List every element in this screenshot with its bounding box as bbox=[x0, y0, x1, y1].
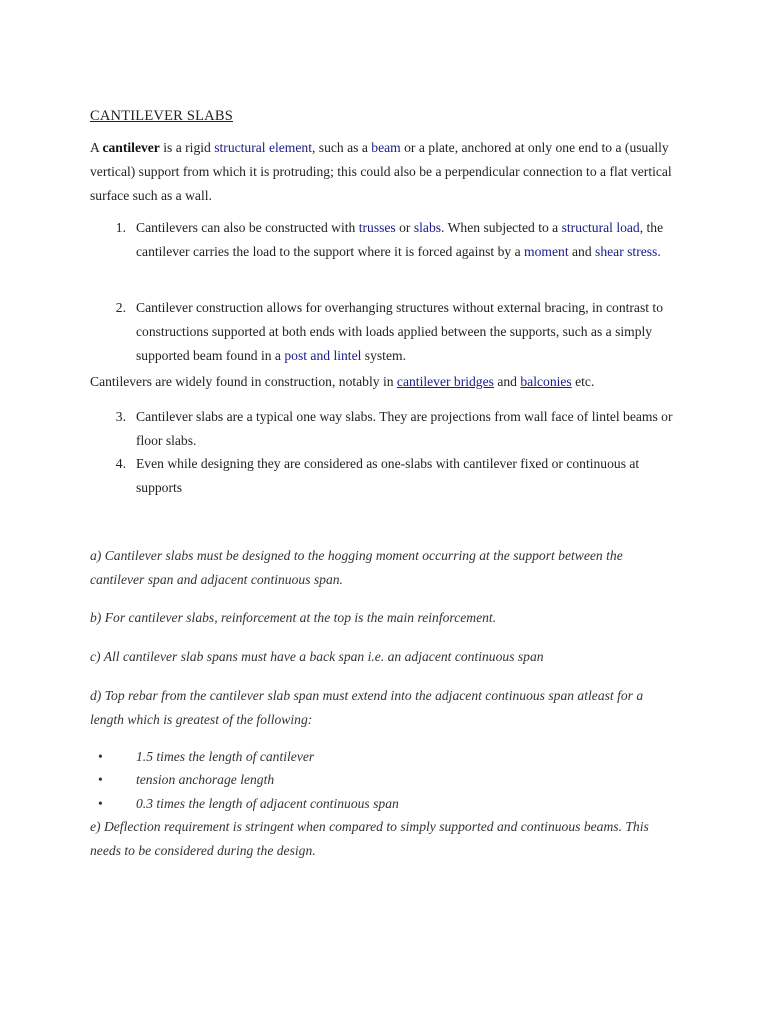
bullet-item-3: • 0.3 times the length of adjacent continuous span bbox=[90, 792, 680, 816]
note-d: d) Top rebar from the cantilever slab span must extend into the adjacent continuous span atleast for a length which is greatest of the following: bbox=[90, 688, 644, 727]
link-moment[interactable]: moment bbox=[524, 244, 569, 259]
list-number: 4. bbox=[115, 456, 126, 471]
link-cantilever-bridges[interactable]: cantilever bridges bbox=[396, 374, 494, 389]
link-post-and-lintel[interactable]: post and lintel bbox=[284, 348, 362, 363]
link-structural-element[interactable]: structural element bbox=[214, 140, 312, 155]
bullet-item-1: • 1.5 times the length of cantilever bbox=[90, 745, 680, 769]
list-text: Cantilever slabs are a typical one way slabs. They are projections from wall face of lintel beams or floor slabs. bbox=[136, 409, 673, 448]
link-trusses[interactable]: trusses bbox=[358, 220, 396, 235]
list-number: 1. bbox=[115, 220, 126, 235]
list-item-1: 1. Cantilevers can also be constructed with trusses or slabs. When subjected to a structural load, the cantilever carries the load to the support where it is forced against by a moment and shear stress. bbox=[90, 216, 680, 264]
note-b: b) For cantilever slabs, reinforcement at the top is the main reinforcement. bbox=[90, 610, 497, 625]
list-item-2: 2. Cantilever construction allows for overhanging structures without external bracing, in contrast to constructions supported at both ends with loads applied between the supports, such as a simply supported beam found in a post and lintel system. bbox=[90, 296, 680, 368]
link-slabs[interactable]: slabs bbox=[413, 220, 442, 235]
list-number: 3. bbox=[115, 409, 126, 424]
note-a: a) Cantilever slabs must be designed to the hogging moment occurring at the support between the cantilever span and adjacent continuous span. bbox=[90, 548, 623, 587]
bullet-dot: • bbox=[98, 772, 103, 787]
intro-paragraph: A cantilever is a rigid structural element, such as a beam or a plate, anchored at only one end to a (usually vertical) support from which it is protruding; this could also be a perpendicular connection to a flat vertical surface such as a wall. bbox=[90, 140, 672, 203]
list-item-3 bbox=[90, 405, 680, 453]
list-text: Even while designing they are considered as one-slabs with cantilever fixed or continuous at supports bbox=[136, 456, 640, 495]
link-balconies[interactable]: balconies bbox=[520, 374, 572, 389]
list-number: 2. bbox=[115, 300, 126, 315]
bullet-dot: • bbox=[98, 749, 103, 764]
page-title: CANTILEVER SLABS bbox=[90, 108, 233, 124]
found-paragraph: Cantilevers are widely found in construction, notably in cantilever bridges and balconies etc. bbox=[90, 374, 595, 389]
term-cantilever: cantilever bbox=[102, 140, 160, 155]
bullet-dot: • bbox=[98, 796, 103, 811]
note-c: c) All cantilever slab spans must have a back span i.e. an adjacent continuous span bbox=[90, 649, 544, 664]
link-beam[interactable]: beam bbox=[371, 140, 401, 155]
list-item-4 bbox=[90, 452, 680, 500]
note-e: e) Deflection requirement is stringent when compared to simply supported and continuous beams. This needs to be considered during the design. bbox=[90, 819, 649, 858]
link-shear-stress[interactable]: shear stress bbox=[595, 244, 658, 259]
bullet-item-2: • tension anchorage length bbox=[90, 768, 680, 792]
link-structural-load[interactable]: structural load bbox=[561, 220, 640, 235]
